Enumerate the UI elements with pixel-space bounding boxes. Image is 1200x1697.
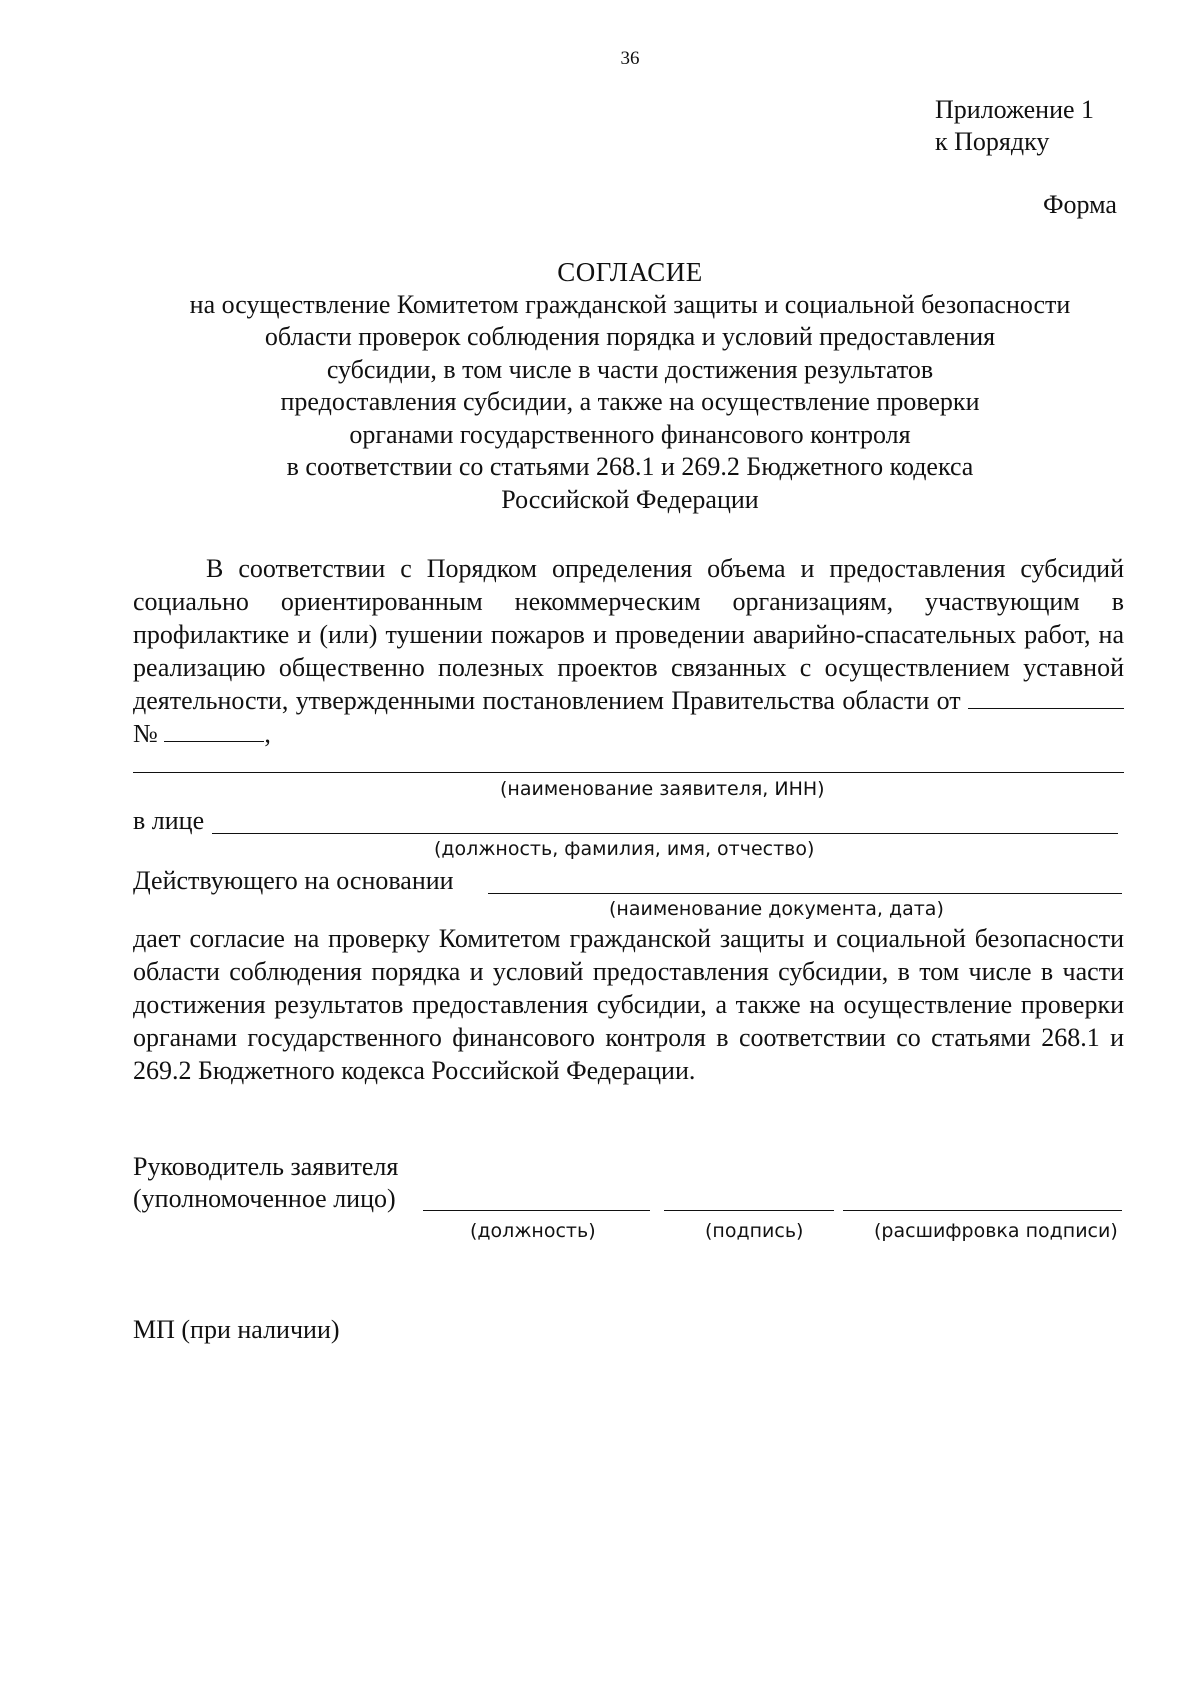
appendix-block (935, 94, 1094, 158)
sign-field[interactable] (664, 1210, 834, 1211)
person-label: в лице (133, 806, 205, 835)
number-blank-field[interactable] (164, 719, 264, 742)
title-line: Российской Федерации (501, 484, 759, 514)
title-line: области проверок соблюдения порядка и условий предоставления (264, 322, 996, 351)
title-line: на осуществление Комитетом гражданской защиты и социальной безопасности (189, 289, 1071, 319)
number-sign: № (133, 719, 158, 748)
signature-title-line-1: Руководитель заявителя (133, 1152, 399, 1181)
document-title (130, 256, 1130, 516)
appendix-line-2: к Порядку (935, 127, 1050, 156)
stamp-label: МП (при наличии) (133, 1315, 340, 1344)
title-line: субсидии, в том числе в части достижения результатов (326, 354, 934, 384)
title-line: предоставления субсидии, а также на осуществление проверки (280, 387, 980, 416)
sign-caption: (подпись) (705, 1220, 804, 1242)
basis-label: Действующего на основании (133, 866, 454, 895)
form-label: Форма (1043, 190, 1117, 219)
intro-text: В соответствии с Порядком определения объема и предоставления субсидий социально ориентированным некоммерческим организациям, участвующим в профилактике и (или) тушении пожаров и проведении аварийно-спасательных работ, на реализацию общественно полезных проектов связанных с осуществлением уставной деятельности, утвержденными постановлением Правительства области от (133, 554, 1124, 715)
position-signature-field[interactable] (423, 1210, 650, 1211)
page-number: 36 (620, 48, 640, 69)
appendix-line-1: Приложение 1 (935, 95, 1095, 124)
person-field[interactable] (212, 833, 1118, 834)
intro-end-comma: , (264, 719, 271, 748)
consent-paragraph: дает согласие на проверку Комитетом гражданской защиты и социальной безопасности области соблюдения порядка и условий предоставления субсидии, в том числе в части достижения результатов предоставления субсидии, а также на осуществление проверки органами государственного финансового контроля в соответствии со статьями 268.1 и 269.2 Бюджетного кодекса Российской Федерации. (133, 924, 1124, 1085)
applicant-caption: (наименование заявителя, ИНН) (500, 778, 825, 800)
position-caption: (должность) (470, 1220, 596, 1242)
title-line: органами государственного финансового контроля (349, 419, 911, 449)
date-blank-field[interactable] (968, 686, 1124, 709)
title-heading: СОГЛАСИЕ (557, 257, 703, 287)
signature-title-line-2: (уполномоченное лицо) (133, 1184, 396, 1213)
decode-caption: (расшифровка подписи) (874, 1220, 1118, 1242)
title-line: в соответствии со статьями 268.1 и 269.2 Бюджетного кодекса (286, 452, 974, 481)
intro-paragraph (133, 552, 1124, 750)
basis-field[interactable] (488, 893, 1122, 894)
decode-signature-field[interactable] (843, 1210, 1122, 1211)
basis-caption: (наименование документа, дата) (609, 898, 944, 920)
person-caption: (должность, фамилия, имя, отчество) (434, 838, 815, 860)
applicant-name-field[interactable] (133, 772, 1124, 773)
